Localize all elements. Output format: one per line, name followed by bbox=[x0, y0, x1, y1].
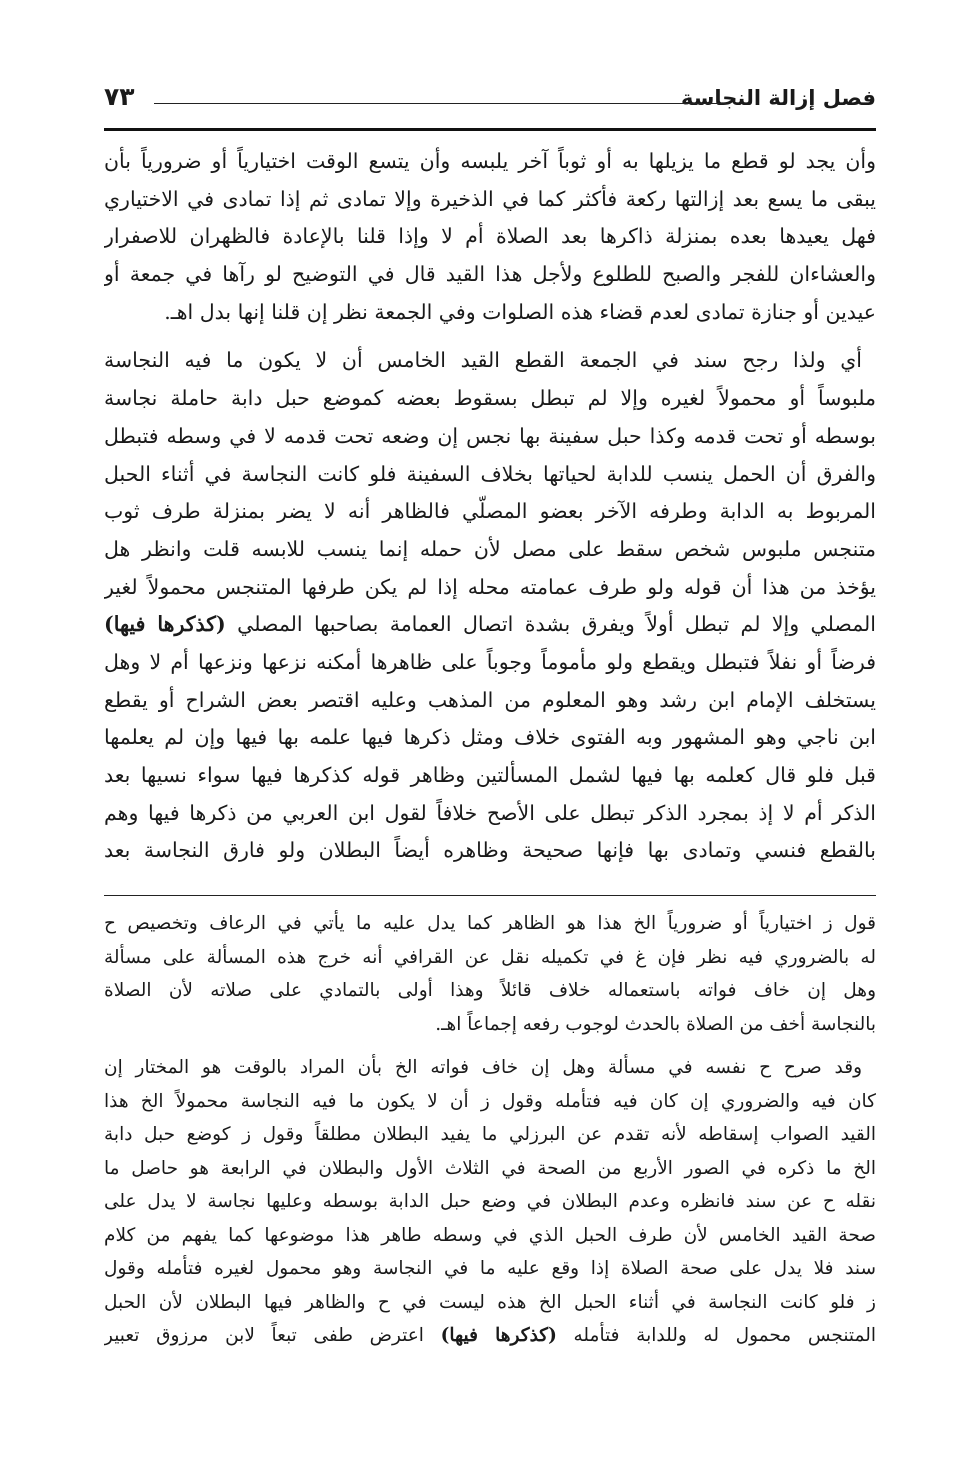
header-divider bbox=[104, 128, 876, 131]
text-line: الذكر أم لا إذ بمجرد الذكر تبطل على الأصح خلافاً لقول ابن العربي من ذكرها فيها وهم bbox=[104, 800, 876, 825]
text-line bbox=[104, 606, 876, 644]
note-line: صحة القيد الخامس لأن طرف الحبل الذي في وسطه طاهر هذا موضوعها كما يفهم من كلام bbox=[104, 1224, 876, 1246]
bold-lemma: (كذكرها فيها) bbox=[104, 612, 226, 637]
text-line: والعشاءان للفجر والصبح للطلوع ولأجل هذا القيد قال في التوضيح لو رآها في جمعة أو bbox=[104, 262, 876, 287]
note-line: وقد صرح ح نفسه في مسألة وهل إن خاف فواته الخ بأن المراد بالوقت هو المختار إن bbox=[104, 1057, 862, 1078]
note-line: نقله ح عن سند فانظره وعدم البطلان في وضع حبل الدابة بوسطه وعليها نجاسة لا يدل على bbox=[104, 1191, 876, 1212]
main-paragraph-1 bbox=[104, 143, 876, 331]
footnote-divider bbox=[104, 895, 876, 896]
main-paragraph-2 bbox=[104, 342, 876, 870]
text-line: والفرق أن الحمل ينسب للدابة لحياتها بخلاف السفينة فلو كانت النجاسة في أثناء الحبل bbox=[104, 461, 876, 486]
text-line: وأن يجد لو قطع ما يزيلها به أو ثوباً آخر يلبسه وأن يتسع الوقت اختيارياً أو ضرورياً بأن bbox=[104, 149, 876, 173]
note-line: قول ز اختيارياً أو ضرورياً الخ هذا هو الظاهر كما يدل عليه ما يأتي في الرعاف وتخصيص ح bbox=[104, 913, 876, 934]
note-paragraph-1 bbox=[104, 907, 876, 1041]
text-span: المصلي وإلا لم تبطل أولاً ويفرق بشدة اتصال العمامة بصاحبها المصلي bbox=[237, 612, 876, 637]
text-line: المربوط به الدابة وطرفه الآخر بعضو المصلّي فالظاهر أنه لا يضر بمنزلة طرف ثوب bbox=[104, 499, 876, 524]
text-line: يؤخذ من هذا أن قوله ولو طرف عمامته محله إذا لم يكن طرفها المتنجس محمولاً لغير bbox=[104, 574, 876, 599]
commentary-notes bbox=[104, 907, 876, 1353]
text-line: بوسطه أو تحت قدمه وكذا حبل سفينة بها نجس إن وضعه تحت قدمه لا في وسطه فتبطل bbox=[104, 423, 876, 448]
note-paragraph-2 bbox=[104, 1051, 876, 1353]
text-line: قبل فلو قال كعلمه بها فيها لشمل المسألتين وظاهر قوله كذكرها فيها سواء نسيها بعد bbox=[104, 763, 876, 787]
page-header bbox=[104, 84, 876, 118]
page-number: ٧٣ bbox=[104, 82, 135, 111]
chapter-title: فصل إزالة النجاسة bbox=[681, 86, 876, 110]
text-span: المتنجس محمول له وللدابة فتأمله bbox=[573, 1325, 876, 1346]
note-line: وهل إن خاف فواته باستعماله خلاف قائلاً وهذا أولى بالتمادي على صلاته لأن الصلاة bbox=[104, 980, 876, 1001]
note-line: ز فلو كانت النجاسة في أثناء الحبل الخ هذه ليست في ح والظاهر فيها البطلان لأن الحبل bbox=[104, 1291, 876, 1313]
text-line: يستخلف الإمام ابن رشد وهو المعلوم من المذهب وعليه اقتصر بعض الشراح أو يقطع bbox=[104, 687, 876, 712]
text-span: اعترض طفى تبعاً لابن مرزوق تعبير bbox=[104, 1325, 424, 1346]
text-line: يبقى ما يسع بعد إزالتها ركعة فأكثر كما في الذخيرة وإلا تمادى ثم إذا تمادى في الاختياري bbox=[104, 186, 876, 211]
text-line: متنجس ملبوس شخص سقط على مصل لأن حمله إنما ينسب للابسه قلت وانظر هل bbox=[104, 536, 876, 561]
note-line: القيد الصواب إسقاطه لأنه تقدم عن البرزلي ما يفيد البطلان مطلقاً وقول ز كوضع حبل دابة bbox=[104, 1124, 876, 1145]
text-line: أي ولذا رجح سند في الجمعة القطع القيد الخامس أن لا يكون ما فيه النجاسة bbox=[104, 348, 862, 373]
text-line: بالقطع فنسي وتمادى بها فإنها صحيحة وظاهره أيضاً البطلان ولو فارق النجاسة بعد bbox=[104, 838, 876, 863]
note-line: سند فلا يدل على صحة الصلاة إذا وقع عليه ما في النجاسة وهو محمول لغيره فتأمله وقول bbox=[104, 1258, 876, 1279]
note-line bbox=[104, 1319, 876, 1353]
text-line: عيدين أو جنازة تمادى لعدم قضاء هذه الصلوات وفي الجمعة نظر إن قلنا إنها بدل اهـ. bbox=[164, 299, 876, 324]
text-line: فهل يعيدها بعده بمنزلة ذاكرها بعد الصلاة أم لا وإذا قلنا بالإعادة فالظهران للاصفرار bbox=[104, 224, 876, 249]
header-rule bbox=[154, 103, 726, 104]
note-line: له بالضروري فيه نظر فإن غ في تكميله نقل عن القرافي أنه خرج هذه المسألة على مسألة bbox=[104, 946, 876, 968]
bold-lemma: (كذكرها فيها) bbox=[440, 1325, 557, 1346]
note-line: الخ ما ذكره في الصور الأربع من الصحة في الثلاث الأول والبطلان في الرابعة هو حاصل ما bbox=[104, 1157, 876, 1179]
note-line: كان فيه والضروري إن كان فيه فتأمله وقول ز أن لا يكون ما فيه النجاسة محمولاً الخ هذا bbox=[104, 1090, 876, 1112]
text-line: ملبوساً أو محمولاً لغيره وإلا لم تبطل بسقوط بعضه كموضع حبل دابة حاملة نجاسة bbox=[104, 386, 876, 411]
text-line: ابن ناجي وهو المشهور وبه الفتوى خلاف ومثل ذكرها فيها علمه بها فيها وإن لم يعلمها bbox=[104, 725, 876, 750]
text-line: فرضاً أو نفلاً فتبطل ويقطع ولو مأموماً وجوباً على ظاهرها أمكنه نزعها ونزعها أم لا وهل bbox=[104, 649, 876, 674]
note-line: بالنجاسة أخف من الصلاة بالحدث لوجوب رفعه إجماعاً اهـ. bbox=[435, 1013, 876, 1035]
main-text bbox=[104, 143, 876, 870]
